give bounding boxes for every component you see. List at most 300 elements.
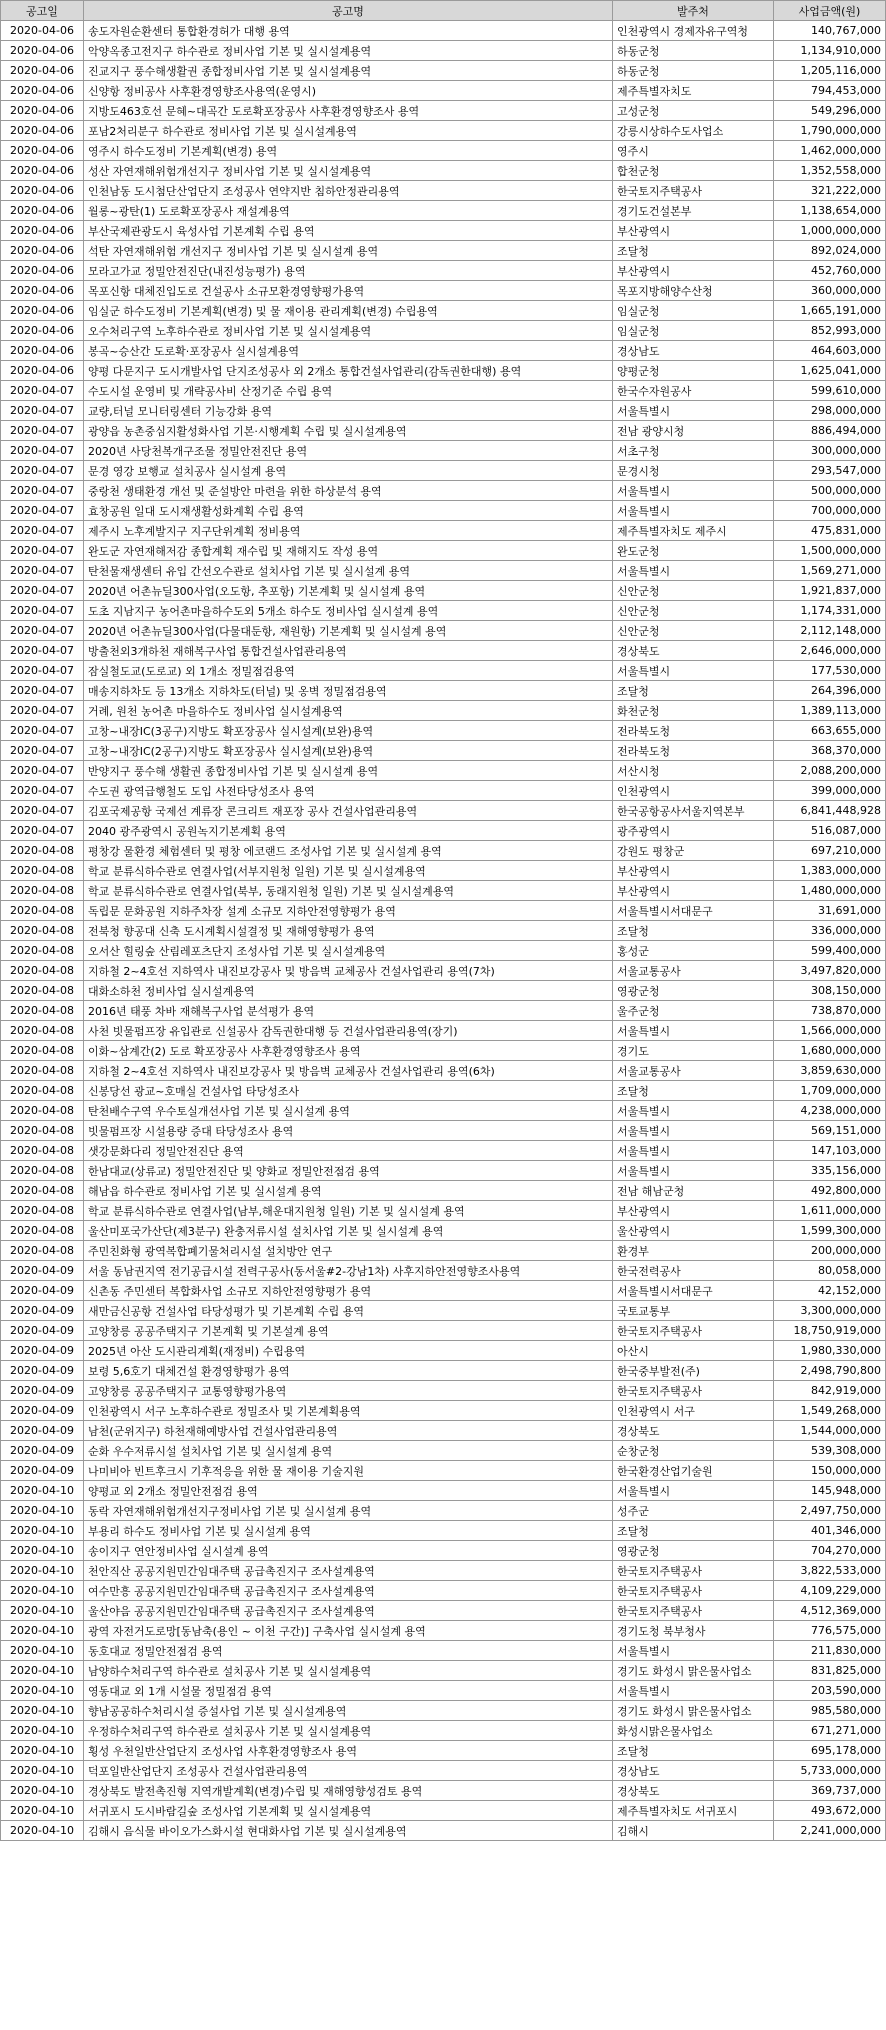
cell-client: 부산광역시 (613, 221, 774, 241)
table-row (1, 281, 886, 301)
table-row (1, 1641, 886, 1661)
header-date: 공고일 (1, 1, 84, 21)
cell-amount: 308,150,000 (774, 981, 886, 1001)
cell-amount: 336,000,000 (774, 921, 886, 941)
cell-date: 2020-04-08 (1, 1181, 84, 1201)
cell-date: 2020-04-06 (1, 201, 84, 221)
cell-amount: 452,760,000 (774, 261, 886, 281)
cell-client: 광주광역시 (613, 821, 774, 841)
cell-title: 수도시설 운영비 및 개략공사비 산정기준 수립 용역 (84, 381, 613, 401)
cell-date: 2020-04-07 (1, 741, 84, 761)
cell-amount: 2,646,000,000 (774, 641, 886, 661)
cell-title: 방출천외3개하천 재해복구사업 통합건설사업관리용역 (84, 641, 613, 661)
cell-title: 새만금신공항 건설사업 타당성평가 및 기본계획 수립 용역 (84, 1301, 613, 1321)
cell-client: 하동군청 (613, 41, 774, 61)
cell-client: 인천광역시 (613, 781, 774, 801)
header-amount: 사업금액(원) (774, 1, 886, 21)
table-row (1, 481, 886, 501)
cell-client: 한국중부발전(주) (613, 1361, 774, 1381)
table-row (1, 701, 886, 721)
cell-date: 2020-04-07 (1, 581, 84, 601)
cell-date: 2020-04-06 (1, 281, 84, 301)
cell-date: 2020-04-08 (1, 981, 84, 1001)
table-row (1, 161, 886, 181)
cell-date: 2020-04-06 (1, 41, 84, 61)
cell-title: 고양창릉 공공주택지구 기본계획 및 기본설계 용역 (84, 1321, 613, 1341)
cell-title: 우정하수처리구역 하수관로 설치공사 기본 및 실시설계용역 (84, 1721, 613, 1741)
cell-amount: 697,210,000 (774, 841, 886, 861)
cell-client: 전라북도청 (613, 721, 774, 741)
cell-amount: 401,346,000 (774, 1521, 886, 1541)
cell-client: 성주군 (613, 1501, 774, 1521)
cell-amount: 1,625,041,000 (774, 361, 886, 381)
cell-title: 반양지구 풍수해 생활권 종합정비사업 기본 및 실시설계 용역 (84, 761, 613, 781)
cell-amount: 147,103,000 (774, 1141, 886, 1161)
cell-client: 조달청 (613, 1741, 774, 1761)
cell-date: 2020-04-06 (1, 341, 84, 361)
cell-title: 신촌동 주민센터 복합화사업 소규모 지하안전영향평가 용역 (84, 1281, 613, 1301)
cell-amount: 1,665,191,000 (774, 301, 886, 321)
cell-client: 영광군청 (613, 981, 774, 1001)
table-row (1, 501, 886, 521)
cell-title: 해남읍 하수관로 정비사업 기본 및 실시설계 용역 (84, 1181, 613, 1201)
cell-title: 월롱~광탄(1) 도로확포장공사 재설계용역 (84, 201, 613, 221)
cell-date: 2020-04-07 (1, 641, 84, 661)
cell-amount: 493,672,000 (774, 1801, 886, 1821)
cell-title: 성산 자연재해위험개선지구 정비사업 기본 및 실시설계용역 (84, 161, 613, 181)
cell-title: 포남2처리분구 하수관로 정비사업 기본 및 실시설계용역 (84, 121, 613, 141)
cell-date: 2020-04-09 (1, 1421, 84, 1441)
cell-date: 2020-04-10 (1, 1521, 84, 1541)
cell-date: 2020-04-06 (1, 81, 84, 101)
cell-amount: 177,530,000 (774, 661, 886, 681)
cell-title: 주민친화형 광역복합폐기물처리시설 설치방안 연구 (84, 1241, 613, 1261)
cell-date: 2020-04-08 (1, 1001, 84, 1021)
cell-client: 아산시 (613, 1341, 774, 1361)
cell-client: 전라북도청 (613, 741, 774, 761)
cell-amount: 321,222,000 (774, 181, 886, 201)
cell-date: 2020-04-10 (1, 1501, 84, 1521)
cell-amount: 549,296,000 (774, 101, 886, 121)
cell-date: 2020-04-10 (1, 1561, 84, 1581)
cell-client: 서울특별시서대문구 (613, 901, 774, 921)
cell-client: 조달청 (613, 921, 774, 941)
cell-client: 하동군청 (613, 61, 774, 81)
cell-client: 김해시 (613, 1821, 774, 1841)
cell-date: 2020-04-08 (1, 1241, 84, 1261)
table-row (1, 801, 886, 821)
cell-date: 2020-04-07 (1, 421, 84, 441)
header-row (1, 1, 886, 21)
cell-date: 2020-04-10 (1, 1821, 84, 1841)
cell-title: 남양하수처리구역 하수관로 설치공사 기본 및 실시설계용역 (84, 1661, 613, 1681)
table-row (1, 341, 886, 361)
cell-date: 2020-04-08 (1, 1101, 84, 1121)
cell-amount: 5,733,000,000 (774, 1761, 886, 1781)
cell-client: 부산광역시 (613, 261, 774, 281)
cell-client: 영주시 (613, 141, 774, 161)
table-row (1, 721, 886, 741)
cell-amount: 369,737,000 (774, 1781, 886, 1801)
cell-amount: 18,750,919,000 (774, 1321, 886, 1341)
table-row (1, 1681, 886, 1701)
cell-title: 광양읍 농촌중심지활성화사업 기본·시행계획 수립 및 실시설계용역 (84, 421, 613, 441)
cell-amount: 492,800,000 (774, 1181, 886, 1201)
cell-amount: 140,767,000 (774, 21, 886, 41)
cell-amount: 1,921,837,000 (774, 581, 886, 601)
cell-client: 조달청 (613, 1521, 774, 1541)
table-row (1, 781, 886, 801)
cell-amount: 264,396,000 (774, 681, 886, 701)
cell-amount: 700,000,000 (774, 501, 886, 521)
table-row (1, 541, 886, 561)
cell-amount: 539,308,000 (774, 1441, 886, 1461)
cell-client: 강원도 평창군 (613, 841, 774, 861)
cell-amount: 1,134,910,000 (774, 41, 886, 61)
cell-client: 화성시맑은물사업소 (613, 1721, 774, 1741)
cell-title: 송도자원순환센터 통합환경허가 대행 용역 (84, 21, 613, 41)
cell-amount: 1,383,000,000 (774, 861, 886, 881)
cell-client: 조달청 (613, 241, 774, 261)
cell-client: 서울특별시 (613, 1021, 774, 1041)
cell-amount: 211,830,000 (774, 1641, 886, 1661)
cell-amount: 42,152,000 (774, 1281, 886, 1301)
cell-date: 2020-04-08 (1, 941, 84, 961)
table-row (1, 861, 886, 881)
cell-title: 봉곡~승산간 도로확·포장공사 실시설계용역 (84, 341, 613, 361)
cell-date: 2020-04-06 (1, 161, 84, 181)
cell-date: 2020-04-07 (1, 781, 84, 801)
table-row (1, 1741, 886, 1761)
cell-title: 학교 분류식하수관로 연결사업(남부,해운대지원청 일원) 기본 및 실시설계 용역 (84, 1201, 613, 1221)
cell-date: 2020-04-08 (1, 861, 84, 881)
cell-date: 2020-04-06 (1, 121, 84, 141)
table-row (1, 761, 886, 781)
cell-client: 신안군청 (613, 581, 774, 601)
cell-date: 2020-04-07 (1, 721, 84, 741)
cell-client: 서울특별시 (613, 1681, 774, 1701)
cell-client: 한국토지주택공사 (613, 1381, 774, 1401)
cell-client: 서울특별시 (613, 401, 774, 421)
table-row (1, 1561, 886, 1581)
cell-title: 이화~삼계간(2) 도로 확포장공사 사후환경영향조사 용역 (84, 1041, 613, 1061)
cell-amount: 1,462,000,000 (774, 141, 886, 161)
cell-amount: 368,370,000 (774, 741, 886, 761)
cell-title: 울산미포국가산단(제3분구) 완충저류시설 설치사업 기본 및 실시설계 용역 (84, 1221, 613, 1241)
cell-client: 제주특별자치도 서귀포시 (613, 1801, 774, 1821)
table-row (1, 61, 886, 81)
cell-title: 나미비아 빈트후크시 기후적응을 위한 물 재이용 기술지원 (84, 1461, 613, 1481)
cell-date: 2020-04-10 (1, 1661, 84, 1681)
cell-client: 조달청 (613, 681, 774, 701)
cell-client: 화천군청 (613, 701, 774, 721)
cell-date: 2020-04-10 (1, 1761, 84, 1781)
cell-title: 고창~내장IC(3공구)지방도 확포장공사 실시설계(보완)용역 (84, 721, 613, 741)
cell-date: 2020-04-09 (1, 1381, 84, 1401)
cell-client: 경상북도 (613, 1781, 774, 1801)
cell-title: 동호대교 정밀안전점검 용역 (84, 1641, 613, 1661)
cell-date: 2020-04-10 (1, 1681, 84, 1701)
table-row (1, 1761, 886, 1781)
cell-client: 양평군청 (613, 361, 774, 381)
cell-title: 모라고가교 정밀안전진단(내진성능평가) 용역 (84, 261, 613, 281)
cell-date: 2020-04-09 (1, 1361, 84, 1381)
cell-date: 2020-04-08 (1, 1221, 84, 1241)
table-row (1, 921, 886, 941)
table-row (1, 461, 886, 481)
table-row (1, 581, 886, 601)
cell-amount: 886,494,000 (774, 421, 886, 441)
cell-client: 전남 해남군청 (613, 1181, 774, 1201)
cell-title: 목포신항 대체진입도로 건설공사 소규모환경영향평가용역 (84, 281, 613, 301)
table-row (1, 1421, 886, 1441)
table-row (1, 621, 886, 641)
cell-title: 향남공공하수처리시설 증설사업 기본 및 실시설계용역 (84, 1701, 613, 1721)
cell-client: 인천광역시 경제자유구역청 (613, 21, 774, 41)
cell-amount: 831,825,000 (774, 1661, 886, 1681)
cell-amount: 3,822,533,000 (774, 1561, 886, 1581)
cell-client: 서울교통공사 (613, 1061, 774, 1081)
cell-client: 고성군청 (613, 101, 774, 121)
cell-date: 2020-04-06 (1, 321, 84, 341)
cell-client: 합천군청 (613, 161, 774, 181)
table-row (1, 141, 886, 161)
cell-title: 제주시 노후계발지구 지구단위계획 정비용역 (84, 521, 613, 541)
cell-client: 경기도 화성시 맑은물사업소 (613, 1701, 774, 1721)
cell-date: 2020-04-09 (1, 1441, 84, 1461)
cell-title: 사천 빗물펌프장 유입관로 신설공사 감독권한대행 등 건설사업관리용역(장기) (84, 1021, 613, 1041)
cell-date: 2020-04-08 (1, 901, 84, 921)
cell-client: 한국토지주택공사 (613, 181, 774, 201)
table-row (1, 1341, 886, 1361)
cell-date: 2020-04-09 (1, 1301, 84, 1321)
cell-title: 신양항 정비공사 사후환경영향조사용역(운영시) (84, 81, 613, 101)
cell-date: 2020-04-06 (1, 61, 84, 81)
cell-client: 서초구청 (613, 441, 774, 461)
table-row (1, 661, 886, 681)
table-row (1, 221, 886, 241)
cell-amount: 695,178,000 (774, 1741, 886, 1761)
cell-date: 2020-04-08 (1, 1201, 84, 1221)
table-row (1, 901, 886, 921)
cell-date: 2020-04-10 (1, 1801, 84, 1821)
cell-title: 동락 자연재해위험개선지구정비사업 기본 및 실시설계 용역 (84, 1501, 613, 1521)
cell-title: 김해시 음식물 바이오가스화시설 현대화사업 기본 및 실시설계용역 (84, 1821, 613, 1841)
table-row (1, 1781, 886, 1801)
cell-amount: 150,000,000 (774, 1461, 886, 1481)
cell-title: 양평교 외 2개소 정밀안전점검 용역 (84, 1481, 613, 1501)
cell-client: 서울특별시서대문구 (613, 1281, 774, 1301)
cell-amount: 1,389,113,000 (774, 701, 886, 721)
cell-client: 국토교통부 (613, 1301, 774, 1321)
cell-amount: 663,655,000 (774, 721, 886, 741)
cell-client: 문경시청 (613, 461, 774, 481)
cell-title: 탄천배수구역 우수토실개선사업 기본 및 실시설계 용역 (84, 1101, 613, 1121)
cell-date: 2020-04-07 (1, 381, 84, 401)
table-row (1, 121, 886, 141)
cell-client: 울주군청 (613, 1001, 774, 1021)
table-row (1, 81, 886, 101)
table-row (1, 941, 886, 961)
cell-amount: 3,497,820,000 (774, 961, 886, 981)
cell-amount: 399,000,000 (774, 781, 886, 801)
cell-amount: 2,498,790,800 (774, 1361, 886, 1381)
cell-title: 완도군 자연재해저감 종합계획 재수립 및 재해지도 작성 용역 (84, 541, 613, 561)
cell-title: 2025년 아산 도시관리계획(재정비) 수립용역 (84, 1341, 613, 1361)
cell-client: 한국공항공사서울지역본부 (613, 801, 774, 821)
cell-amount: 1,500,000,000 (774, 541, 886, 561)
cell-title: 지하철 2~4호선 지하역사 내진보강공사 및 방음벽 교체공사 건설사업관리 용역(6차) (84, 1061, 613, 1081)
cell-amount: 80,058,000 (774, 1261, 886, 1281)
table-row (1, 301, 886, 321)
cell-client: 인천광역시 서구 (613, 1401, 774, 1421)
cell-title: 인천남동 도시첨단산업단지 조성공사 연약지반 침하안정관리용역 (84, 181, 613, 201)
cell-date: 2020-04-08 (1, 1041, 84, 1061)
cell-title: 영동대교 외 1개 시설물 정밀점검 용역 (84, 1681, 613, 1701)
cell-date: 2020-04-10 (1, 1641, 84, 1661)
cell-title: 2020년 어촌뉴딜300사업(오도항, 추포항) 기본계획 및 실시설계 용역 (84, 581, 613, 601)
cell-amount: 599,400,000 (774, 941, 886, 961)
cell-client: 환경부 (613, 1241, 774, 1261)
cell-title: 거례, 원천 농어촌 마을하수도 정비사업 실시설계용역 (84, 701, 613, 721)
cell-title: 지방도463호선 문혜~대곡간 도로확포장공사 사후환경영향조사 용역 (84, 101, 613, 121)
cell-date: 2020-04-09 (1, 1321, 84, 1341)
cell-client: 경기도 화성시 맑은물사업소 (613, 1661, 774, 1681)
cell-title: 문경 영강 보행교 설치공사 실시설계 용역 (84, 461, 613, 481)
cell-amount: 738,870,000 (774, 1001, 886, 1021)
cell-title: 경상북도 발전촉진형 지역개발계획(변경)수립 및 재해영향성검토 용역 (84, 1781, 613, 1801)
cell-title: 송이지구 연안정비사업 실시설계 용역 (84, 1541, 613, 1561)
cell-amount: 2,241,000,000 (774, 1821, 886, 1841)
cell-title: 진교지구 풍수해생활권 종합정비사업 기본 및 실시설계용역 (84, 61, 613, 81)
cell-client: 서울특별시 (613, 1101, 774, 1121)
table-row (1, 1461, 886, 1481)
cell-client: 서울특별시 (613, 1141, 774, 1161)
cell-client: 신안군청 (613, 621, 774, 641)
cell-date: 2020-04-07 (1, 621, 84, 641)
cell-title: 도초 지남지구 농어촌마을하수도외 5개소 하수도 정비사업 실시설계 용역 (84, 601, 613, 621)
cell-amount: 200,000,000 (774, 1241, 886, 1261)
cell-amount: 1,174,331,000 (774, 601, 886, 621)
cell-title: 오수처리구역 노후하수관로 정비사업 기본 및 실시설계용역 (84, 321, 613, 341)
table-row (1, 981, 886, 1001)
table-row (1, 881, 886, 901)
table-row (1, 21, 886, 41)
cell-client: 경기도건설본부 (613, 201, 774, 221)
cell-amount: 475,831,000 (774, 521, 886, 541)
cell-client: 임실군청 (613, 321, 774, 341)
cell-client: 서울특별시 (613, 561, 774, 581)
table-row (1, 1601, 886, 1621)
cell-client: 한국토지주택공사 (613, 1321, 774, 1341)
table-row (1, 1721, 886, 1741)
cell-client: 신안군청 (613, 601, 774, 621)
cell-client: 경기도 (613, 1041, 774, 1061)
cell-date: 2020-04-06 (1, 221, 84, 241)
cell-date: 2020-04-08 (1, 1081, 84, 1101)
cell-title: 인천광역시 서구 노후하수관로 정밀조사 및 기본계획용역 (84, 1401, 613, 1421)
cell-date: 2020-04-07 (1, 561, 84, 581)
cell-date: 2020-04-06 (1, 141, 84, 161)
cell-client: 홍성군 (613, 941, 774, 961)
cell-client: 서산시청 (613, 761, 774, 781)
cell-date: 2020-04-08 (1, 1061, 84, 1081)
cell-amount: 6,841,448,928 (774, 801, 886, 821)
cell-date: 2020-04-10 (1, 1721, 84, 1741)
cell-date: 2020-04-09 (1, 1341, 84, 1361)
cell-client: 조달청 (613, 1081, 774, 1101)
cell-amount: 1,790,000,000 (774, 121, 886, 141)
cell-amount: 31,691,000 (774, 901, 886, 921)
cell-amount: 145,948,000 (774, 1481, 886, 1501)
cell-title: 대화소하천 정비사업 실시설계용역 (84, 981, 613, 1001)
cell-title: 임실군 하수도정비 기본계획(변경) 및 물 재이용 관리계획(변경) 수립용역 (84, 301, 613, 321)
cell-client: 영광군청 (613, 1541, 774, 1561)
cell-client: 경상남도 (613, 341, 774, 361)
cell-date: 2020-04-06 (1, 241, 84, 261)
cell-client: 서울특별시 (613, 481, 774, 501)
table-row (1, 1541, 886, 1561)
cell-date: 2020-04-07 (1, 801, 84, 821)
cell-client: 서울특별시 (613, 1121, 774, 1141)
cell-date: 2020-04-06 (1, 21, 84, 41)
cell-client: 부산광역시 (613, 861, 774, 881)
cell-date: 2020-04-07 (1, 501, 84, 521)
table-row (1, 521, 886, 541)
table-row (1, 1241, 886, 1261)
table-row (1, 1061, 886, 1081)
cell-title: 탄천물재생센터 유입 간선오수관로 설치사업 기본 및 실시설계 용역 (84, 561, 613, 581)
table-row (1, 261, 886, 281)
table-row (1, 1481, 886, 1501)
cell-title: 매송지하차도 등 13개소 지하차도(터널) 및 옹벽 정밀점검용역 (84, 681, 613, 701)
table-row (1, 841, 886, 861)
cell-date: 2020-04-07 (1, 521, 84, 541)
cell-date: 2020-04-08 (1, 1121, 84, 1141)
cell-amount: 464,603,000 (774, 341, 886, 361)
cell-client: 서울교통공사 (613, 961, 774, 981)
table-row (1, 1441, 886, 1461)
table-row (1, 201, 886, 221)
cell-amount: 1,352,558,000 (774, 161, 886, 181)
cell-client: 제주특별자치도 (613, 81, 774, 101)
cell-client: 한국토지주택공사 (613, 1581, 774, 1601)
table-row (1, 361, 886, 381)
cell-client: 한국전력공사 (613, 1261, 774, 1281)
table-row (1, 1301, 886, 1321)
cell-amount: 1,000,000,000 (774, 221, 886, 241)
cell-title: 울산야음 공공지원민간임대주택 공급촉진지구 조사설계용역 (84, 1601, 613, 1621)
table-row (1, 1021, 886, 1041)
cell-amount: 1,205,116,000 (774, 61, 886, 81)
cell-title: 한남대교(상류교) 정밀안전진단 및 양화교 정밀안전점검 용역 (84, 1161, 613, 1181)
cell-date: 2020-04-10 (1, 1621, 84, 1641)
table-row (1, 241, 886, 261)
cell-amount: 985,580,000 (774, 1701, 886, 1721)
table-row (1, 1701, 886, 1721)
table-row (1, 1281, 886, 1301)
cell-date: 2020-04-09 (1, 1461, 84, 1481)
table-row (1, 1221, 886, 1241)
cell-amount: 852,993,000 (774, 321, 886, 341)
table-row (1, 741, 886, 761)
table-row (1, 1581, 886, 1601)
cell-amount: 1,611,000,000 (774, 1201, 886, 1221)
table-row (1, 441, 886, 461)
cell-amount: 2,497,750,000 (774, 1501, 886, 1521)
cell-client: 경기도청 북부청사 (613, 1621, 774, 1641)
cell-date: 2020-04-06 (1, 101, 84, 121)
